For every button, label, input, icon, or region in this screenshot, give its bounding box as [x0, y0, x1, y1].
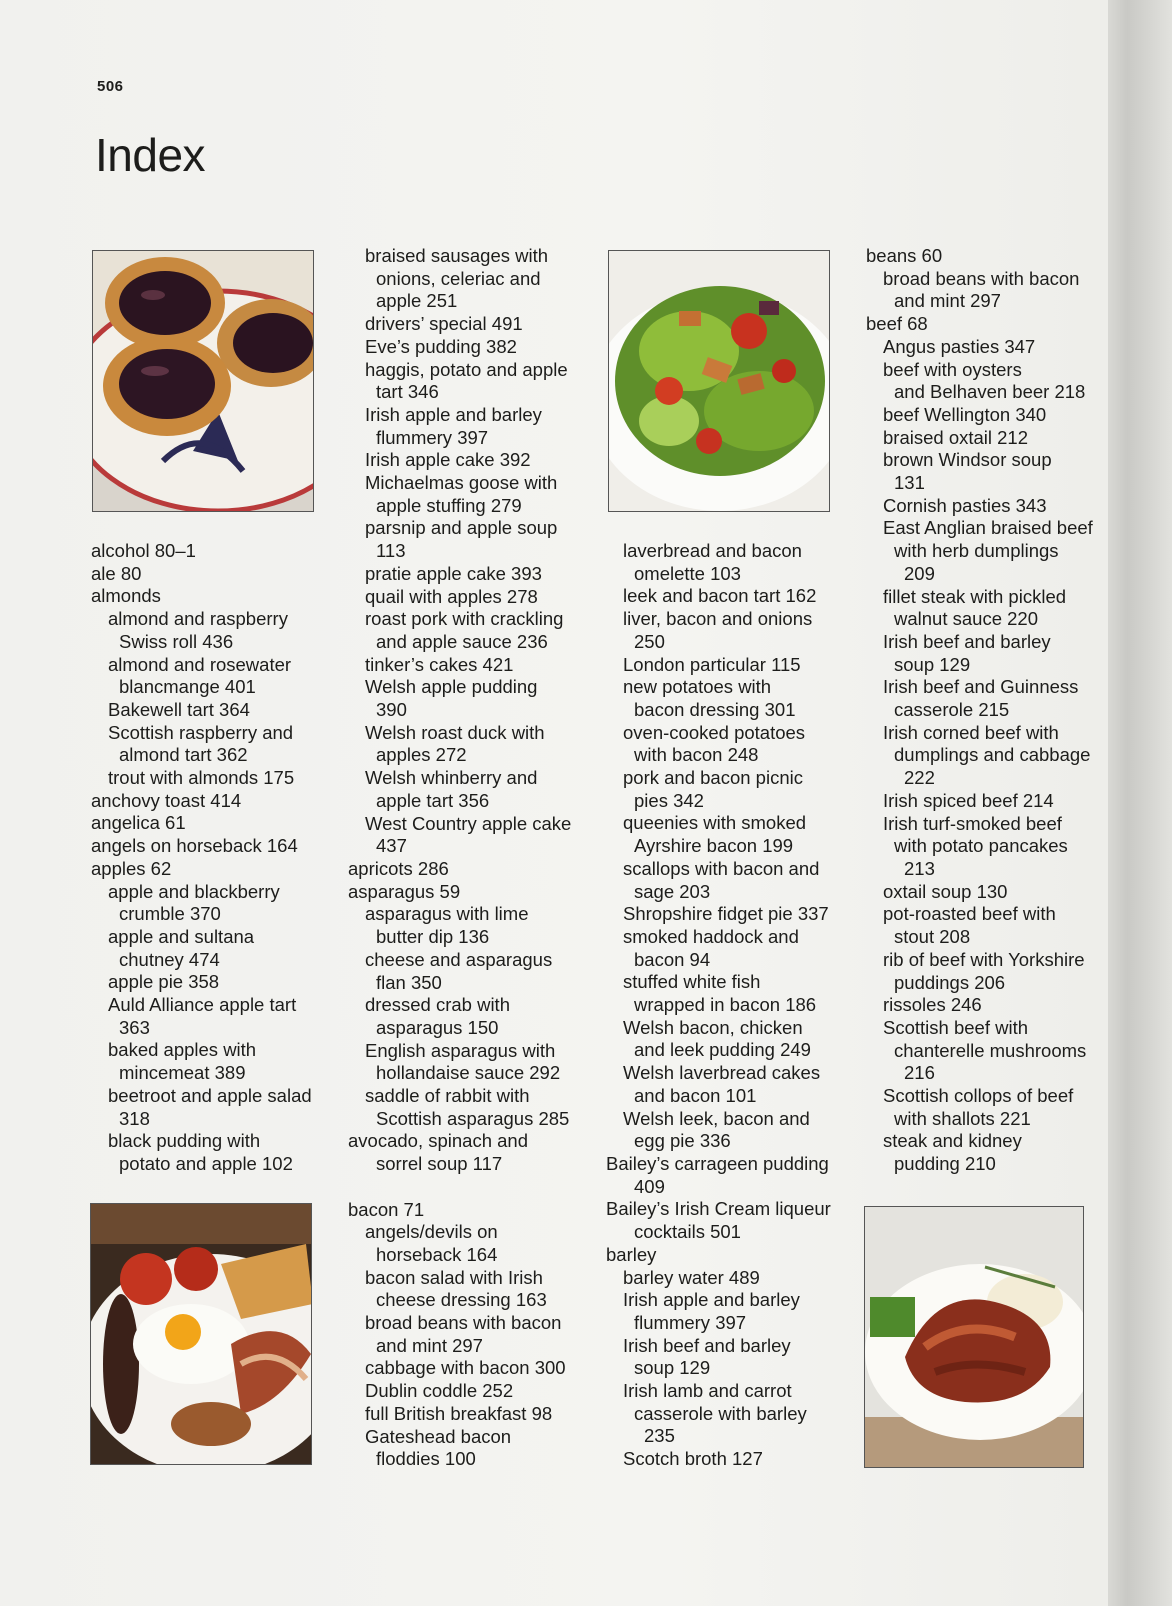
index-subentry: Scottish collops of beef: [883, 1085, 1074, 1107]
index-subentry: Irish apple and barley: [623, 1289, 800, 1311]
index-subentry: liver, bacon and onions: [623, 608, 813, 630]
index-subentry: brown Windsor soup: [883, 449, 1052, 471]
index-subentry: blancmange 401: [119, 676, 256, 698]
index-subentry: 113: [376, 540, 406, 562]
index-entry: alcohol 80–1: [91, 540, 196, 561]
index-entry: almonds: [91, 585, 161, 607]
index-subentry: queenies with smoked: [623, 812, 807, 834]
index-entry: angels on horseback 164: [91, 835, 298, 857]
index-subentry: almond and rosewater: [108, 653, 292, 675]
index-subentry: Welsh laverbread cakes: [623, 1062, 821, 1084]
index-subentry: Irish lamb and carrot: [623, 1380, 792, 1402]
index-subentry: oxtail soup 130: [883, 880, 1008, 902]
index-subentry: flummery 397: [376, 426, 489, 448]
index-entry: anchovy toast 414: [91, 789, 242, 811]
index-entry: Bailey’s Irish Cream liqueur: [606, 1198, 831, 1220]
index-subentry: smoked haddock and: [623, 925, 799, 947]
index-subentry: sage 203: [634, 880, 711, 902]
index-subentry: 318: [119, 1107, 150, 1129]
index-subentry: steak and kidney: [883, 1130, 1022, 1152]
index-subentry: Irish spiced beef 214: [883, 789, 1054, 811]
index-entry: apricots 286: [348, 857, 449, 879]
index-subentry: asparagus 150: [376, 1016, 499, 1038]
index-subentry: Swiss roll 436: [119, 630, 234, 652]
index-subentry: broad beans with bacon: [883, 267, 1080, 289]
index-entry: bacon 71: [348, 1198, 425, 1220]
index-subentry: almond tart 362: [119, 744, 248, 766]
index-subentry: Shropshire fidget pie 337: [623, 903, 829, 925]
index-entry: ale 80: [91, 562, 142, 584]
index-subentry: stout 208: [894, 926, 971, 948]
index-subentry: Irish corned beef with: [883, 721, 1059, 743]
index-subentry: drivers’ special 491: [365, 313, 523, 335]
index-subentry: Dublin coddle 252: [365, 1380, 514, 1402]
index-subentry: bacon salad with Irish: [365, 1266, 543, 1288]
index-subentry: Irish beef and barley: [883, 630, 1051, 652]
index-subentry: Auld Alliance apple tart: [108, 994, 297, 1016]
index-subentry: laverbread and bacon: [623, 540, 802, 561]
index-subentry: 390: [376, 699, 407, 721]
index-column-1: [91, 540, 312, 1176]
index-subentry: new potatoes with: [623, 676, 772, 698]
index-subentry: omelette 103: [634, 562, 741, 584]
index-subentry: Eve’s pudding 382: [365, 335, 517, 357]
page-title: Index: [95, 129, 206, 181]
index-subentry: London particular 115: [623, 653, 801, 675]
index-spacer: [348, 1176, 571, 1199]
index-subentry: onions, celeriac and: [376, 267, 541, 289]
index-subentry: Irish beef and barley: [623, 1334, 791, 1356]
index-subentry: apples 272: [376, 744, 467, 766]
index-subentry: with bacon 248: [634, 744, 759, 766]
index-subentry: barley water 489: [623, 1266, 760, 1288]
index-subentry: Welsh bacon, chicken: [623, 1016, 803, 1038]
index-subentry: quail with apples 278: [365, 585, 538, 607]
index-entry: apples 62: [91, 857, 172, 879]
index-subentry: soup 129: [894, 653, 971, 675]
index-subentry: flan 350: [376, 971, 442, 993]
index-subentry: with potato pancakes: [894, 835, 1068, 857]
index-entry: Bailey’s carrageen pudding: [606, 1152, 829, 1174]
index-subentry: soup 129: [634, 1357, 711, 1379]
index-subentry: 235: [644, 1425, 675, 1447]
index-subentry: egg pie 336: [634, 1130, 731, 1152]
index-subentry: horseback 164: [376, 1243, 498, 1265]
index-subentry: 209: [904, 562, 935, 584]
index-subentry: Irish apple cake 392: [365, 449, 531, 471]
index-subentry: 437: [376, 835, 407, 857]
index-subentry: broad beans with bacon: [365, 1312, 562, 1334]
beef-casserole-photo: [864, 1206, 1084, 1468]
index-column-2: [348, 245, 571, 1471]
index-subentry: 213: [904, 857, 935, 879]
index-subentry: Gateshead bacon: [365, 1425, 512, 1447]
index-subentry: Ayrshire bacon 199: [634, 835, 794, 857]
index-subentry: fillet steak with pickled: [883, 585, 1067, 607]
index-entry: barley: [606, 1243, 657, 1265]
index-subentry: braised sausages with: [365, 245, 549, 266]
index-column-3: [606, 540, 831, 1471]
index-subentry: stuffed white fish: [623, 971, 761, 993]
index-subentry: cabbage with bacon 300: [365, 1357, 566, 1379]
index-subentry: 131: [894, 472, 925, 494]
index-subentry: Michaelmas goose with: [365, 472, 558, 494]
index-subentry: and apple sauce 236: [376, 630, 548, 652]
index-subentry: apple stuffing 279: [376, 494, 522, 516]
index-subentry: Irish turf-smoked beef: [883, 812, 1062, 834]
index-subentry: Angus pasties 347: [883, 335, 1036, 357]
index-subentry: casserole 215: [894, 699, 1010, 721]
index-subentry: West Country apple cake: [365, 812, 572, 834]
index-subentry: and Belhaven beer 218: [894, 381, 1086, 403]
index-subentry: trout with almonds 175: [108, 767, 295, 789]
index-subentry: flummery 397: [634, 1311, 747, 1333]
index-subentry: baked apples with: [108, 1039, 257, 1061]
index-subentry: beetroot and apple salad: [108, 1084, 312, 1106]
index-subentry: pratie apple cake 393: [365, 562, 542, 584]
index-subentry: and bacon 101: [634, 1084, 757, 1106]
index-subentry: dumplings and cabbage: [894, 744, 1091, 766]
index-subentry: almond and raspberry: [108, 608, 288, 630]
index-subentry: Scottish beef with: [883, 1016, 1028, 1038]
index-subentry: Scottish raspberry and: [108, 721, 294, 743]
index-subentry: tinker’s cakes 421: [365, 653, 514, 675]
index-subentry: saddle of rabbit with: [365, 1085, 530, 1107]
index-subentry: walnut sauce 220: [894, 608, 1038, 630]
index-subentry: full British breakfast 98: [365, 1402, 553, 1424]
index-subentry: and mint 297: [894, 290, 1001, 312]
index-subentry: 363: [119, 1016, 150, 1038]
index-subentry: leek and bacon tart 162: [623, 585, 817, 607]
index-subentry: Welsh whinberry and: [365, 767, 538, 789]
index-subentry: chanterelle mushrooms: [894, 1039, 1087, 1061]
index-subentry: butter dip 136: [376, 926, 490, 948]
index-subentry: black pudding with: [108, 1130, 261, 1152]
index-subentry: roast pork with crackling: [365, 608, 564, 630]
index-subentry: haggis, potato and apple: [365, 358, 568, 380]
index-subentry: angels/devils on: [365, 1221, 498, 1243]
index-column-4: [866, 245, 1093, 1176]
index-subentry: chutney 474: [119, 948, 220, 970]
index-subentry: pot-roasted beef with: [883, 903, 1056, 925]
index-subentry: bacon dressing 301: [634, 698, 796, 720]
index-subentry: with shallots 221: [894, 1107, 1031, 1129]
full-breakfast-photo: [90, 1203, 312, 1465]
index-subentry: casserole with barley: [634, 1402, 807, 1424]
index-subentry: rissoles 246: [883, 994, 982, 1016]
index-subentry: 222: [904, 767, 935, 789]
index-subentry: pork and bacon picnic: [623, 767, 803, 789]
bacon-salad-photo: [608, 250, 830, 512]
index-subentry: dressed crab with: [365, 994, 510, 1016]
index-entry: angelica 61: [91, 812, 186, 834]
index-subentry: cheese dressing 163: [376, 1289, 547, 1311]
index-subentry: bacon 94: [634, 948, 711, 970]
index-subentry: scallops with bacon and: [623, 857, 820, 879]
index-subentry: tart 346: [376, 381, 439, 403]
index-subentry: apple 251: [376, 290, 458, 312]
index-subentry: oven-cooked potatoes: [623, 721, 806, 743]
index-subentry: parsnip and apple soup: [365, 517, 558, 539]
index-subentry: with herb dumplings: [894, 540, 1059, 562]
index-subentry: sorrel soup 117: [376, 1153, 503, 1175]
index-subentry: rib of beef with Yorkshire: [883, 948, 1085, 970]
index-subentry: pudding 210: [894, 1153, 996, 1175]
index-subentry: Scotch broth 127: [623, 1448, 763, 1470]
index-subentry: Scottish asparagus 285: [376, 1107, 570, 1129]
index-subentry: English asparagus with: [365, 1039, 556, 1061]
index-subentry: cocktails 501: [634, 1221, 741, 1243]
index-entry: asparagus 59: [348, 880, 461, 902]
index-subentry: Irish apple and barley: [365, 403, 542, 425]
index-entry: beans 60: [866, 245, 943, 266]
index-subentry: Bakewell tart 364: [108, 698, 250, 720]
index-subentry: floddies 100: [376, 1448, 476, 1470]
index-subentry: East Anglian braised beef: [883, 517, 1093, 539]
index-subentry: 216: [904, 1062, 935, 1084]
index-subentry: beef with oysters: [883, 358, 1022, 380]
index-subentry: mincemeat 389: [119, 1062, 246, 1084]
index-subentry: wrapped in bacon 186: [634, 994, 817, 1016]
index-subentry: potato and apple 102: [119, 1152, 293, 1174]
index-subentry: and leek pudding 249: [634, 1039, 811, 1061]
index-subentry: apple and blackberry: [108, 880, 280, 902]
index-subentry: crumble 370: [119, 903, 221, 925]
index-entry: avocado, spinach and: [348, 1130, 528, 1152]
index-subentry: apple tart 356: [376, 789, 490, 811]
index-subentry: apple pie 358: [108, 971, 220, 993]
book-gutter: [1108, 0, 1172, 1606]
index-subentry: 250: [634, 630, 665, 652]
index-subentry: Cornish pasties 343: [883, 494, 1047, 516]
index-subentry: and mint 297: [376, 1334, 483, 1356]
index-subentry: Welsh leek, bacon and: [623, 1107, 810, 1129]
index-entry: beef 68: [866, 313, 928, 335]
index-subentry: Welsh roast duck with: [365, 721, 545, 743]
index-subentry: asparagus with lime: [365, 903, 529, 925]
index-subentry: beef Wellington 340: [883, 403, 1047, 425]
index-subentry: cheese and asparagus: [365, 948, 553, 970]
jam-tarts-photo: [92, 250, 314, 512]
page-number: 506: [97, 78, 124, 95]
index-subentry: Irish beef and Guinness: [883, 676, 1079, 698]
index-subentry: pies 342: [634, 789, 704, 811]
index-subentry: apple and sultana: [108, 925, 255, 947]
index-subentry: puddings 206: [894, 971, 1006, 993]
index-subentry: hollandaise sauce 292: [376, 1062, 561, 1084]
index-subentry: braised oxtail 212: [883, 426, 1029, 448]
index-subentry: 409: [634, 1175, 665, 1197]
index-subentry: Welsh apple pudding: [365, 676, 538, 698]
